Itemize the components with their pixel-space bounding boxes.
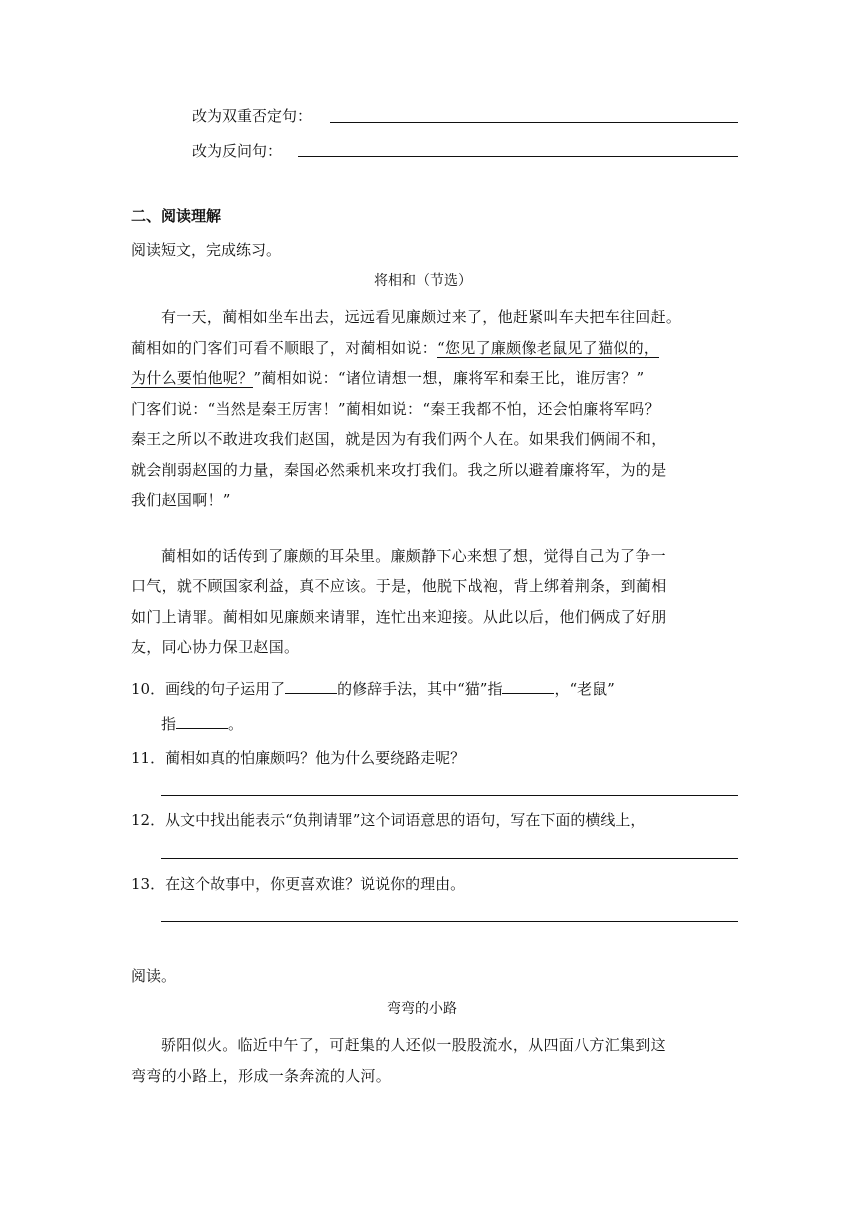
question-11 xyxy=(131,743,465,773)
rhetorical-answer-line[interactable] xyxy=(298,156,738,157)
paragraph-text: 蔺相如的门客们可看不顺眼了，对蔺相如说： xyxy=(131,339,438,357)
question-10 xyxy=(131,674,615,704)
paragraph-line: 骄阳似火。临近中午了，可赶集的人还似一股股流水，从四面八方汇集到这 xyxy=(161,1036,666,1054)
paragraph-line: 门客们说：“当然是秦王厉害！”蔺相如说：“秦王我都不怕，还会怕廉将军吗？ xyxy=(131,400,660,418)
paragraph-line: 弯弯的小路上，形成一条奔流的人河。 xyxy=(131,1067,392,1085)
paragraph-line: 有一天，蔺相如坐车出去，远远看见廉颇过来了，他赶紧叫车夫把车往回赶。 xyxy=(161,308,682,326)
question-number: 12． xyxy=(131,811,166,829)
paragraph-line: 我们赵国啊！” xyxy=(131,491,231,509)
section-heading: 二、阅读理解 xyxy=(131,207,222,225)
rhetorical-label: 改为反问句： xyxy=(192,142,283,160)
double-negative-label: 改为双重否定句： xyxy=(192,107,313,125)
question-number: 11． xyxy=(131,749,166,767)
answer-blank[interactable] xyxy=(502,675,554,694)
answer-blank[interactable] xyxy=(176,710,228,729)
question-text: 。 xyxy=(228,715,244,733)
underlined-sentence: 为什么要怕他呢？ xyxy=(131,369,254,387)
question-text: ，“老鼠” xyxy=(554,680,615,698)
question-12 xyxy=(131,805,645,835)
passage-title: 弯弯的小路 xyxy=(387,1001,457,1017)
question-text: 在这个故事中，你更喜欢谁？说说你的理由。 xyxy=(165,875,466,893)
question-number: 10． xyxy=(131,680,166,698)
question-10-cont xyxy=(161,709,243,739)
paragraph-line: 秦王之所以不敢进攻我们赵国，就是因为有我们两个人在。如果我们俩闹不和， xyxy=(131,430,667,448)
double-negative-answer-line[interactable] xyxy=(330,122,738,123)
rhetorical-item xyxy=(192,136,282,166)
paragraph-line: 口气，就不顾国家利益，真不应该。于是，他脱下战袍，背上绑着荆条，到蔺相 xyxy=(131,577,667,595)
question-text: 指 xyxy=(161,715,177,733)
paragraph-line xyxy=(131,363,645,394)
question-text: 蔺相如真的怕廉颇吗？他为什么要绕路走呢？ xyxy=(165,749,466,767)
answer-line[interactable] xyxy=(161,921,738,922)
question-number: 13． xyxy=(131,875,166,893)
question-13 xyxy=(131,869,465,899)
question-text: 从文中找出能表示“负荆请罪”这个词语意思的语句，写在下面的横线上， xyxy=(165,811,646,829)
paragraph-line: 蔺相如的话传到了廉颇的耳朵里。廉颇静下心来想了想，觉得自己为了争一 xyxy=(161,547,666,565)
paragraph-line: 就会削弱赵国的力量，秦国必然乘机来攻打我们。我之所以避着廉将军，为的是 xyxy=(131,461,667,479)
question-text: 的修辞手法，其中“猫”指 xyxy=(337,680,503,698)
answer-line[interactable] xyxy=(161,858,738,859)
paragraph-line: 如门上请罪。蔺相如见廉颇来请罪，连忙出来迎接。从此以后，他们俩成了好朋 xyxy=(131,608,667,626)
paragraph-line: 友，同心协力保卫赵国。 xyxy=(131,638,300,656)
instruction: 阅读短文，完成练习。 xyxy=(131,241,282,259)
paragraph-text: ”蔺相如说：“诸位请想一想，廉将军和秦王比，谁厉害？” xyxy=(253,369,645,387)
paragraph-line xyxy=(131,333,659,364)
instruction: 阅读。 xyxy=(131,967,177,985)
question-text: 画线的句子运用了 xyxy=(165,680,286,698)
passage-title: 将相和（节选） xyxy=(374,273,472,289)
answer-line[interactable] xyxy=(161,795,738,796)
underlined-sentence: “您见了廉颇像老鼠见了猫似的， xyxy=(437,339,660,357)
answer-blank[interactable] xyxy=(285,675,337,694)
double-negative-item xyxy=(192,101,312,131)
